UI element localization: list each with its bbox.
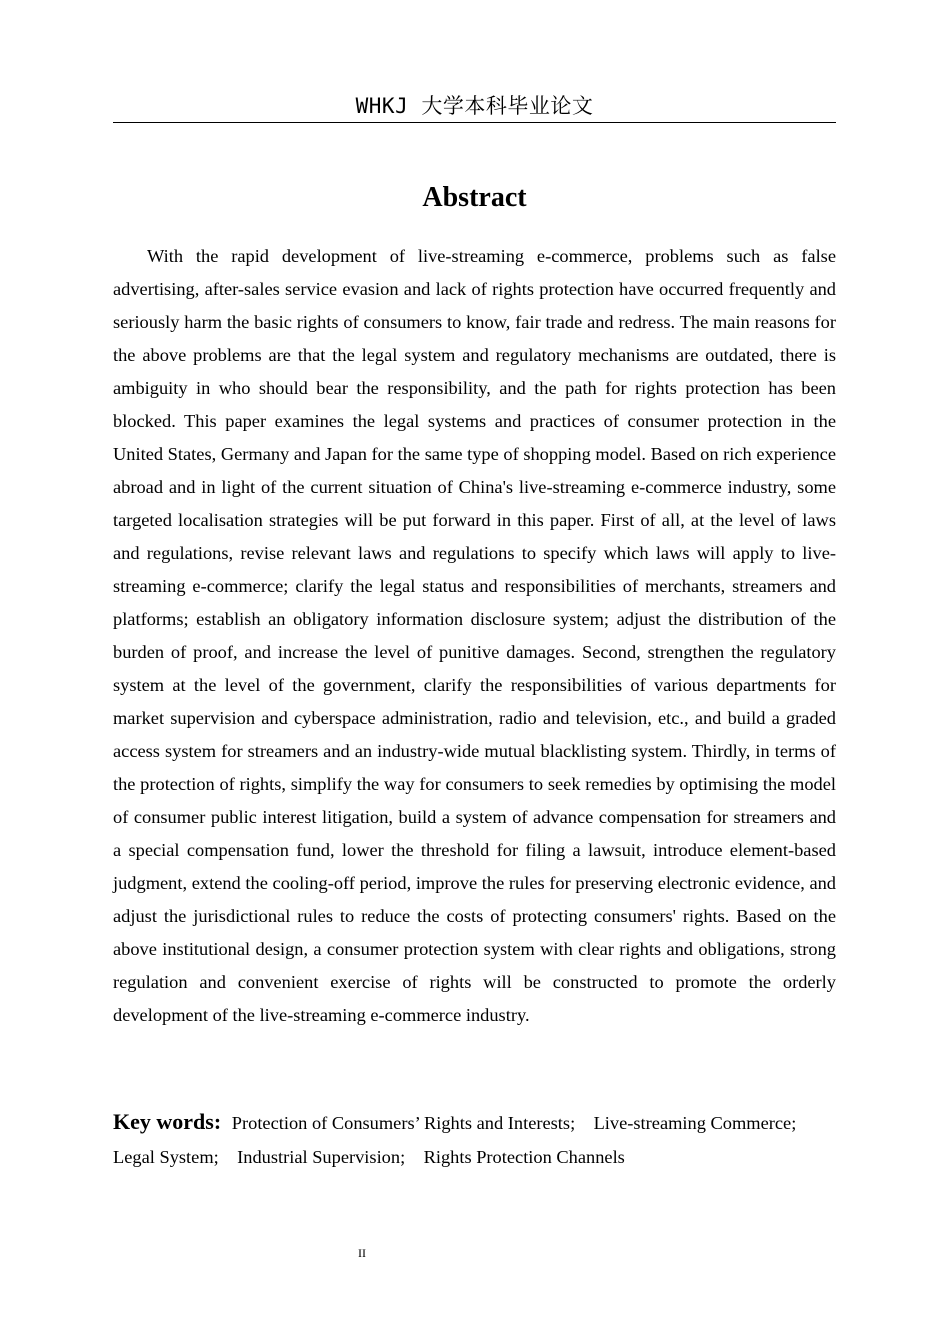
keywords-label: Key words: — [113, 1109, 222, 1134]
keyword-item: Industrial Supervision; — [237, 1147, 406, 1167]
abstract-body: With the rapid development of live-streaming e-commerce, problems such as false advertising, after-sales service evasion and lack of rights protection have occurred frequently and seriously harm the basic rights of consumers to know, fair trade and redress. The main reasons for the above problems are that the legal system and regulatory mechanisms are outdated, there is ambiguity in who should bear the responsibility, and the path for rights protection has been blocked. This paper examines the legal systems and practices of consumer protection in the United States, Germany and Japan for the same type of shopping model. Based on rich experience abroad and in light of the current situation of China's live-streaming e-commerce industry, some targeted localisation strategies will be put forward in this paper. First of all, at the level of laws and regulations, revise relevant laws and regulations to specify which laws will apply to live-streaming e-commerce; clarify the legal status and responsibilities of merchants, streamers and platforms; establish an obligatory information disclosure system; adjust the distribution of the burden of proof, and increase the level of punitive damages. Second, strengthen the regulatory system at the level of the government, clarify the responsibilities of various departments for market supervision and cyberspace administration, radio and television, etc., and build a graded access system for streamers and an industry-wide mutual blacklisting system. Thirdly, in terms of the protection of rights, simplify the way for consumers to seek remedies by optimising the model of consumer public interest litigation, build a system of advance compensation for streamers and a special compensation fund, lower the threshold for filing a lawsuit, introduce element-based judgment, extend the cooling-off period, improve the rules for preserving electronic evidence, and adjust the jurisdictional rules to reduce the costs of protecting consumers' rights. Based on the above institutional design, a consumer protection system with clear rights and obligations, strong regulation and convenient exercise of rights will be constructed to promote the orderly development of the live-streaming e-commerce industry. — [113, 246, 836, 1025]
keyword-item: Protection of Consumers’ Rights and Interests; — [231, 1113, 576, 1133]
page-number: II — [358, 1246, 366, 1260]
abstract-title: Abstract — [422, 182, 527, 213]
keyword-item: Legal System; — [113, 1147, 219, 1167]
keyword-item: Rights Protection Channels — [423, 1147, 625, 1167]
page-header — [113, 92, 836, 123]
keywords-section — [113, 1105, 836, 1174]
header-title: WHKJ 大学本科毕业论文 — [355, 94, 594, 118]
keyword-item: Live-streaming Commerce; — [593, 1113, 797, 1133]
